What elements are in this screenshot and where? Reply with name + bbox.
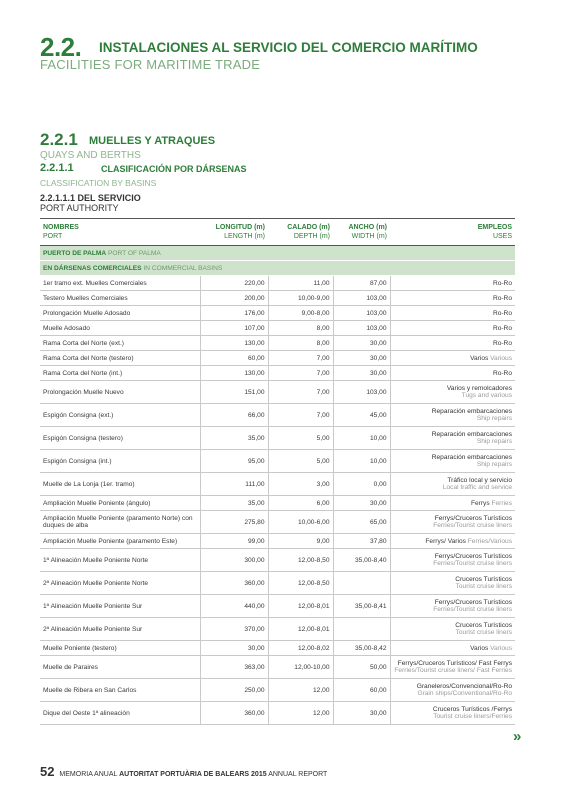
footer-memoria: MEMORIA ANUAL: [59, 771, 118, 778]
footer-report: ANNUAL REPORT: [268, 771, 328, 778]
cell-name: Muelle de Paraires: [40, 656, 200, 679]
berths-table: [40, 218, 515, 725]
cell-length: 107,00: [200, 321, 268, 336]
cell-depth: 12,00-8,01: [268, 618, 333, 641]
cell-uses: [390, 511, 515, 534]
cell-length: 440,00: [200, 595, 268, 618]
header-length: LONGITUD (m) LENGTH (m): [200, 219, 268, 246]
table-row: [40, 473, 515, 496]
use-es: Ro-Ro: [492, 294, 512, 302]
cell-length: 250,00: [200, 679, 268, 702]
cell-width: 35,00-8,42: [333, 641, 390, 656]
use-en: Tourist cruise liners: [455, 629, 512, 636]
cell-uses: [390, 306, 515, 321]
cell-length: 30,00: [200, 641, 268, 656]
use-es: Ferrys/ Varios: [425, 537, 466, 545]
cell-depth: 8,00: [268, 336, 333, 351]
cell-name: 1ª Alineación Muelle Poniente Norte: [40, 549, 200, 572]
cell-depth: 12,00-8,02: [268, 641, 333, 656]
cell-length: 35,00: [200, 427, 268, 450]
use-es: Reparación embarcaciones: [431, 431, 512, 438]
cell-width: [333, 572, 390, 595]
cell-width: 103,00: [333, 291, 390, 306]
cell-width: 10,00: [333, 450, 390, 473]
cell-width: 35,00-8,41: [333, 595, 390, 618]
use-es: Graneleros/Convencional/Ro-Ro: [416, 683, 512, 690]
cell-name: Muelle de Ribera en San Carlos: [40, 679, 200, 702]
cell-length: 95,00: [200, 450, 268, 473]
cell-length: 370,00: [200, 618, 268, 641]
cell-length: 99,00: [200, 534, 268, 549]
cell-length: 300,00: [200, 549, 268, 572]
cell-name: 2ª Alineación Muelle Poniente Norte: [40, 572, 200, 595]
table-row: [40, 276, 515, 291]
cell-name: Muelle de La Lonja (1er. tramo): [40, 473, 200, 496]
footer-authority: AUTORITAT PORTUÀRIA DE BALEARS 2015: [119, 771, 267, 778]
cell-uses: [390, 276, 515, 291]
use-en: Ferries/Various: [467, 537, 512, 545]
cell-depth: 10,00-9,00: [268, 291, 333, 306]
cell-uses: [390, 427, 515, 450]
use-es: Ro-Ro: [492, 279, 512, 287]
header-uses: EMPLEOS USES: [390, 219, 515, 246]
section-number: 2.2.: [40, 32, 82, 62]
cell-depth: 7,00: [268, 381, 333, 404]
header-name: NOMBRES PORT: [40, 219, 200, 246]
use-es: Ferrys: [470, 499, 490, 507]
table-row: [40, 641, 515, 656]
cell-uses: [390, 679, 515, 702]
use-en: Local traffic and service: [442, 484, 512, 491]
cell-depth: 12,00-8,50: [268, 549, 333, 572]
cell-depth: 3,00: [268, 473, 333, 496]
cell-depth: 11,00: [268, 276, 333, 291]
subsection-number: 2.2.1: [40, 130, 78, 149]
cell-uses: [390, 473, 515, 496]
cell-width: 30,00: [333, 351, 390, 366]
cell-length: 220,00: [200, 276, 268, 291]
table-row: [40, 511, 515, 534]
cell-name: Espigón Consigna (testero): [40, 427, 200, 450]
cell-depth: 8,00: [268, 321, 333, 336]
cell-uses: [390, 641, 515, 656]
use-en: Tourist cruise liners/Ferries: [433, 713, 512, 720]
cell-width: [333, 618, 390, 641]
use-es: Ferrys/Cruceros Turísticos: [434, 599, 512, 606]
cell-length: 200,00: [200, 291, 268, 306]
table-row: [40, 366, 515, 381]
use-es: Tráfico local y servicio: [447, 477, 512, 484]
cell-name: 1er tramo ext. Muelles Comerciales: [40, 276, 200, 291]
cell-name: Ampliación Muelle Poniente (ángulo): [40, 496, 200, 511]
table-row: [40, 656, 515, 679]
cell-width: 65,00: [333, 511, 390, 534]
use-es: Ro-Ro: [492, 339, 512, 347]
table-row: [40, 549, 515, 572]
cell-depth: 12,00-10,00: [268, 656, 333, 679]
table-row: [40, 321, 515, 336]
cell-length: 111,00: [200, 473, 268, 496]
use-en: Tourist cruise liners: [455, 583, 512, 590]
cell-length: 130,00: [200, 366, 268, 381]
cell-depth: 5,00: [268, 450, 333, 473]
subsection-title-en: QUAYS AND BERTHS: [40, 150, 141, 161]
table-row: [40, 534, 515, 549]
header-depth: CALADO (m) DEPTH (m): [268, 219, 333, 246]
cell-length: 360,00: [200, 572, 268, 595]
cell-name: 1ª Alineación Muelle Poniente Sur: [40, 595, 200, 618]
table-row: [40, 702, 515, 725]
cell-name: Prolongación Muelle Nuevo: [40, 381, 200, 404]
cell-width: 37,80: [333, 534, 390, 549]
cell-uses: [390, 450, 515, 473]
table-row: [40, 404, 515, 427]
table-row: [40, 618, 515, 641]
use-es: Varios: [470, 644, 489, 652]
cell-uses: [390, 381, 515, 404]
use-en: Various: [490, 354, 512, 362]
cell-width: 103,00: [333, 321, 390, 336]
cell-width: 30,00: [333, 336, 390, 351]
use-es: Cruceros Turísticos: [455, 576, 512, 583]
cell-length: 363,00: [200, 656, 268, 679]
table-row: [40, 679, 515, 702]
use-es: Ro-Ro: [492, 369, 512, 377]
use-es: Ro-Ro: [492, 324, 512, 332]
page-number: 52: [40, 764, 55, 779]
subsubsection-number: 2.2.1.1: [40, 162, 74, 174]
use-en: Tugs and various: [461, 392, 512, 399]
cell-uses: [390, 366, 515, 381]
cell-depth: 12,00-8,01: [268, 595, 333, 618]
cell-length: 35,00: [200, 496, 268, 511]
cell-uses: [390, 656, 515, 679]
subsubsection-title-en: CLASSIFICATION BY BASINS: [40, 178, 157, 188]
table-row: [40, 336, 515, 351]
table-header-row: [40, 219, 515, 246]
cell-name: Muelle Adosado: [40, 321, 200, 336]
use-en: Ferries: [491, 499, 512, 507]
cell-name: Muelle Poniente (testero): [40, 641, 200, 656]
cell-depth: 9,00-8,00: [268, 306, 333, 321]
cell-depth: 12,00: [268, 679, 333, 702]
page-footer: [40, 764, 327, 779]
cell-width: 45,00: [333, 404, 390, 427]
use-en: Ferries/Tourist cruise liners/ Fast Ferries: [394, 667, 512, 674]
cell-uses: [390, 702, 515, 725]
cell-length: 360,00: [200, 702, 268, 725]
cell-uses: [390, 496, 515, 511]
cell-width: 87,00: [333, 276, 390, 291]
cell-depth: 7,00: [268, 404, 333, 427]
cell-name: Prolongación Muelle Adosado: [40, 306, 200, 321]
use-en: Ship repairs: [476, 438, 512, 445]
band-port-of-palma: PUERTO DE PALMA PORT OF PALMA: [40, 246, 515, 261]
cell-name: Ampliación Muelle Poniente (paramento Norte) con duques de alba: [40, 511, 200, 534]
cell-uses: [390, 595, 515, 618]
cell-width: 30,00: [333, 702, 390, 725]
port-authority-heading: 2.2.1.1.1 DEL SERVICIO: [40, 193, 141, 203]
port-authority-heading-en: PORT AUTHORITY: [40, 203, 119, 213]
use-en: Grain ships/Conventional/Ro-Ro: [417, 690, 512, 697]
cell-uses: [390, 572, 515, 595]
cell-depth: 6,00: [268, 496, 333, 511]
cell-width: 35,00-8,40: [333, 549, 390, 572]
cell-width: 60,00: [333, 679, 390, 702]
use-es: Ro-Ro: [492, 309, 512, 317]
cell-depth: 12,00: [268, 702, 333, 725]
use-es: Cruceros Turísticos: [455, 622, 512, 629]
cell-name: Ampliación Muelle Poniente (paramento Este): [40, 534, 200, 549]
cell-depth: 10,00-6,00: [268, 511, 333, 534]
section-title-en: FACILITIES FOR MARITIME TRADE: [40, 57, 261, 72]
subsubsection-title: CLASIFICACIÓN POR DÁRSENAS: [101, 164, 247, 174]
use-es: Varios: [470, 354, 489, 362]
cell-width: 10,00: [333, 427, 390, 450]
cell-length: 151,00: [200, 381, 268, 404]
table-row: [40, 450, 515, 473]
cell-uses: [390, 549, 515, 572]
use-es: Ferrys/Cruceros Turísticos: [434, 515, 512, 522]
cell-width: 103,00: [333, 306, 390, 321]
cell-width: 50,00: [333, 656, 390, 679]
cell-name: Testero Muelles Comerciales: [40, 291, 200, 306]
cell-name: Espigón Consigna (ext.): [40, 404, 200, 427]
cell-depth: 7,00: [268, 366, 333, 381]
double-chevron-right-icon[interactable]: »: [513, 728, 522, 745]
table-row: [40, 351, 515, 366]
use-en: Ship repairs: [476, 461, 512, 468]
cell-length: 130,00: [200, 336, 268, 351]
cell-uses: [390, 321, 515, 336]
band-commercial-basins: EN DÁRSENAS COMERCIALES IN COMMERCIAL BASINS: [40, 261, 515, 276]
cell-length: 60,00: [200, 351, 268, 366]
section-title: INSTALACIONES AL SERVICIO DEL COMERCIO MARÍTIMO: [99, 40, 478, 55]
cell-width: 30,00: [333, 366, 390, 381]
cell-uses: [390, 291, 515, 306]
table-row: [40, 381, 515, 404]
table-row: [40, 595, 515, 618]
cell-width: 0,00: [333, 473, 390, 496]
use-en: Ferries/Tourist cruise liners: [433, 560, 512, 567]
cell-depth: 12,00-8,50: [268, 572, 333, 595]
use-en: Various: [490, 644, 512, 652]
use-es: Ferrys/Cruceros Turísticos: [434, 553, 512, 560]
cell-name: Rama Corta del Norte (testero): [40, 351, 200, 366]
cell-depth: 5,00: [268, 427, 333, 450]
cell-width: 30,00: [333, 496, 390, 511]
cell-uses: [390, 618, 515, 641]
cell-length: 66,00: [200, 404, 268, 427]
use-es: Varios y remolcadores: [446, 385, 512, 392]
table-row: [40, 306, 515, 321]
use-es: Reparación embarcaciones: [431, 408, 512, 415]
cell-name: 2ª Alineación Muelle Poniente Sur: [40, 618, 200, 641]
cell-width: 103,00: [333, 381, 390, 404]
use-es: Reparación embarcaciones: [431, 454, 512, 461]
table-row: [40, 496, 515, 511]
cell-name: Rama Corta del Norte (ext.): [40, 336, 200, 351]
use-es: Cruceros Turísticos /Ferrys: [432, 706, 512, 713]
cell-uses: [390, 336, 515, 351]
cell-uses: [390, 351, 515, 366]
subsection-title: MUELLES Y ATRAQUES: [89, 135, 216, 147]
use-en: Ferries/Tourist cruise liners: [433, 522, 512, 529]
cell-length: 176,00: [200, 306, 268, 321]
use-en: Ship repairs: [476, 415, 512, 422]
table-row: [40, 572, 515, 595]
cell-depth: 7,00: [268, 351, 333, 366]
cell-name: Dique del Oeste 1ª alineación: [40, 702, 200, 725]
cell-name: Rama Corta del Norte (int.): [40, 366, 200, 381]
table-row: [40, 291, 515, 306]
cell-uses: [390, 404, 515, 427]
use-es: Ferrys/Cruceros Turísticos/ Fast Ferrys: [397, 660, 512, 667]
cell-depth: 9,00: [268, 534, 333, 549]
use-en: Ferries/Tourist cruise liners: [433, 606, 512, 613]
header-width: ANCHO (m) WIDTH (m): [333, 219, 390, 246]
cell-name: Espigón Consigna (int.): [40, 450, 200, 473]
table-row: [40, 427, 515, 450]
cell-uses: [390, 534, 515, 549]
cell-length: 275,80: [200, 511, 268, 534]
